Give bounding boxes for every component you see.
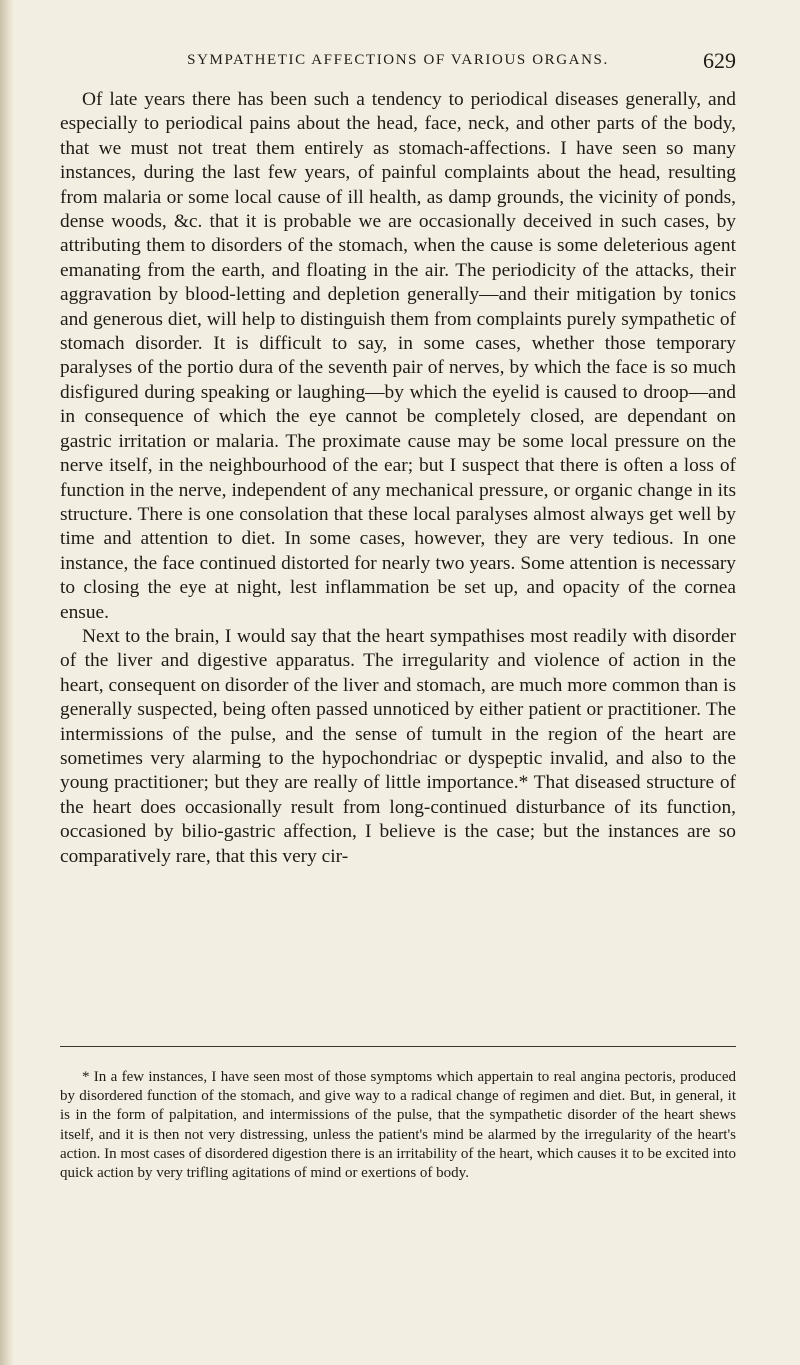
page-number: 629 <box>703 48 736 73</box>
paragraph-heart-sympathy: Next to the brain, I would say that the heart sympathises most readily with disorder of the liver and digestive apparatus. The irregularity and violence of action in the heart, consequent on disorder of the liver and stomach, are much more common than is generally suspected, being often passed unnoticed by either patient or practitioner. The intermissions of the pulse, and the sense of tumult in the region of the heart are sometimes very alarming to the hypochondriac or dyspeptic invalid, and also to the young practitioner; but they are really of little importance.* That diseased structure of the heart does occasionally result from long-continued disturbance of its function, occasioned by bilio-gastric affection, I believe is the case; but the instances are so comparatively rare, that this very cir- <box>60 625 736 867</box>
footnote: * In a few instances, I have seen most of those symptoms which appertain to real angina pectoris, produced by disordered function of the stomach, and give way to a radical change of regimen and diet. But, in general, it is in the form of palpitation, and intermissions of the pulse, that the sympathetic disorder of the heart shews itself, and it is then not very distressing, unless the patient's mind be alarmed by the irregularity of the heart's action. In most cases of disordered digestion there is an irritability of the heart, which causes it to be excited into quick action by very trifling agitations of mind or exertions of body. <box>60 1069 736 1182</box>
page-binding-edge <box>0 0 14 1365</box>
page-header <box>60 48 736 78</box>
body-text <box>60 88 736 869</box>
running-head: SYMPATHETIC AFFECTIONS OF VARIOUS ORGANS. <box>187 52 609 68</box>
footnote-rule <box>60 1046 736 1047</box>
paragraph-periodical-diseases: Of late years there has been such a tendency to periodical diseases generally, and especially to periodical pains about the head, face, neck, and other parts of the body, that we must not treat them entirely as stomach-affections. I have seen so many instances, during the last few years, of painful complaints about the head, resulting from malaria or some local cause of ill health, as damp grounds, the vicinity of ponds, dense woods, &c. that it is probable we are occasionally deceived in such cases, by attributing them to disorders of the stomach, when the cause is some deleterious agent emanating from the earth, and floating in the air. The periodicity of the attacks, their aggravation by blood-letting and depletion generally—and their mitigation by tonics and generous diet, will help to distinguish them from complaints purely sympathetic of stomach disorder. It is difficult to say, in some cases, whether those temporary paralyses of the portio dura of the seventh pair of nerves, by which the face is so much disfigured during speaking or laughing—by which the eyelid is caused to droop—and in consequence of which the eye cannot be completely closed, are dependant on gastric irritation or malaria. The proximate cause may be some local pressure on the nerve itself, in the neighbourhood of the ear; but I suspect that there is often a loss of function in the nerve, independent of any mechanical pressure, or organic change in its structure. There is one consolation that these local paralyses almost always get well by time and attention to diet. In some cases, however, they are very tedious. In one instance, the face continued distorted for nearly two years. Some attention is necessary to closing the eye at night, lest inflammation be set up, and opacity of the cornea ensue. <box>60 89 736 623</box>
